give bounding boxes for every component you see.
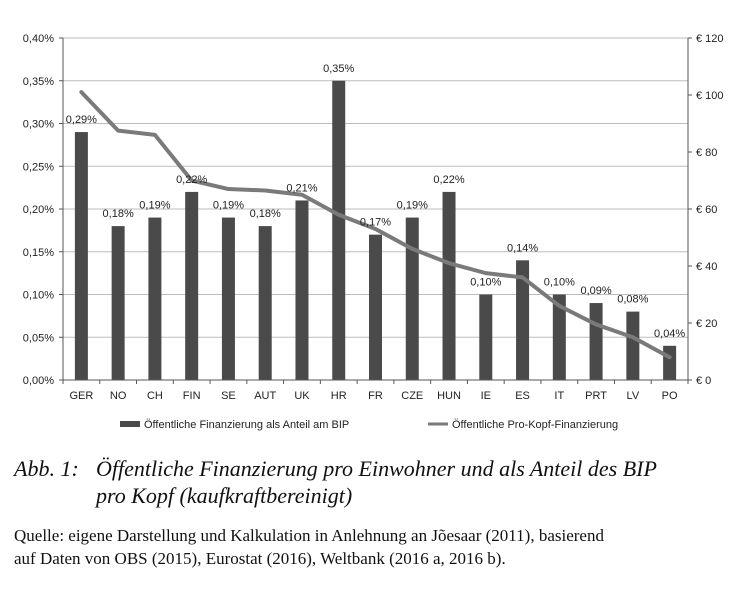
caption-line-2: pro Kopf (kaufkraftbereinigt) (96, 483, 353, 508)
x-tick-label-HR: HR (330, 390, 347, 402)
data-label-CH: 0,19% (139, 199, 171, 212)
y-axis-right-ticks (688, 33, 724, 387)
bar-AUT (259, 226, 272, 380)
x-tick-label-CH: CH (146, 390, 163, 402)
data-label-FIN: 0,22% (176, 173, 208, 186)
bar-PRT (590, 303, 603, 380)
data-label-LV: 0,08% (617, 293, 649, 306)
caption-number: Abb. 1: (14, 456, 79, 481)
x-tick-label-GER: GER (69, 390, 94, 402)
bar-HUN (443, 192, 456, 380)
x-tick-label-LV: LV (626, 390, 640, 402)
x-tick-label-FR: FR (368, 390, 383, 402)
data-label-AUT: 0,18% (249, 208, 281, 221)
x-tick-label-FIN: FIN (182, 390, 201, 402)
x-tick-label-NO: NO (109, 390, 127, 402)
figure-caption (14, 455, 734, 509)
data-label-PO: 0,04% (654, 327, 686, 340)
y-right-tick-label: € 80 (696, 147, 718, 159)
x-tick-label-AUT: AUT (254, 390, 277, 402)
bar-SE (222, 218, 235, 380)
x-tick-label-SE: SE (221, 390, 236, 402)
y-left-tick-label: 0,15% (22, 246, 54, 259)
y-right-tick-label: € 20 (696, 318, 718, 330)
bar-IE (479, 295, 492, 381)
bar-UK (295, 200, 308, 380)
data-label-NO: 0,18% (102, 208, 134, 221)
bar-GER (75, 132, 88, 380)
bar-FIN (185, 192, 198, 380)
y-left-tick-label: 0,30% (22, 118, 54, 131)
y-right-tick-label: € 60 (696, 204, 718, 216)
data-label-ES: 0,14% (506, 242, 539, 255)
x-tick-label-UK: UK (294, 390, 310, 402)
y-left-tick-label: 0,25% (22, 161, 54, 174)
x-tick-label-CZE: CZE (401, 390, 424, 402)
x-tick-label-PRT: PRT (585, 390, 607, 402)
data-label-SE: 0,19% (212, 199, 245, 212)
y-right-tick-label: € 100 (696, 90, 724, 102)
y-left-tick-label: 0,05% (22, 332, 54, 345)
bar-CH (148, 218, 161, 380)
source-note (14, 524, 738, 570)
y-left-tick-label: 0,40% (22, 33, 54, 45)
legend (120, 419, 618, 431)
x-tick-label-PO: PO (661, 390, 678, 402)
bar-NO (112, 226, 125, 380)
data-label-IE: 0,10% (470, 276, 502, 289)
legend-label-line: Öffentliche Pro-Kopf-Finanzierung (452, 419, 619, 431)
data-label-HUN: 0,22% (433, 173, 465, 186)
bar-PO (663, 346, 676, 380)
y-left-tick-label: 0,10% (22, 289, 54, 302)
bar-CZE (406, 218, 419, 380)
x-axis-ticks (63, 380, 688, 402)
x-tick-label-IE: IE (480, 390, 491, 402)
caption-line-1: Öffentliche Finanzierung pro Einwohner und als Anteil des BIP (96, 456, 657, 481)
x-tick-label-HUN: HUN (437, 390, 461, 402)
data-label-FR: 0,17% (359, 216, 392, 229)
data-label-CZE: 0,19% (396, 199, 428, 212)
y-left-tick-label: 0,00% (22, 375, 54, 387)
data-label-IT: 0,10% (543, 276, 575, 289)
y-right-tick-label: € 120 (696, 33, 724, 45)
data-label-PRT: 0,09% (580, 285, 612, 298)
data-label-HR: 0,35% (323, 62, 355, 75)
y-right-tick-label: € 40 (696, 261, 718, 273)
data-label-GER: 0,29% (65, 114, 97, 127)
bar-FR (369, 235, 382, 380)
bar-LV (626, 312, 639, 380)
x-tick-label-ES: ES (515, 390, 530, 402)
source-line-1: Quelle: eigene Darstellung und Kalkulation in Anlehnung an Jõesaar (2011), basierend (14, 526, 604, 545)
y-axis-left-ticks (23, 33, 63, 387)
data-label-UK: 0,21% (286, 182, 318, 195)
y-left-tick-label: 0,20% (22, 204, 54, 216)
legend-swatch-bar (120, 421, 140, 427)
x-tick-label-IT: IT (554, 390, 565, 402)
bar-HR (332, 81, 345, 380)
y-left-tick-label: 0,35% (22, 75, 54, 88)
legend-label-bar: Öffentliche Finanzierung als Anteil am BIP (144, 419, 350, 431)
y-right-tick-label: € 0 (696, 375, 712, 387)
source-line-2: auf Daten von OBS (2015), Eurostat (2016), Weltbank (2016 a, 2016 b). (14, 549, 506, 568)
